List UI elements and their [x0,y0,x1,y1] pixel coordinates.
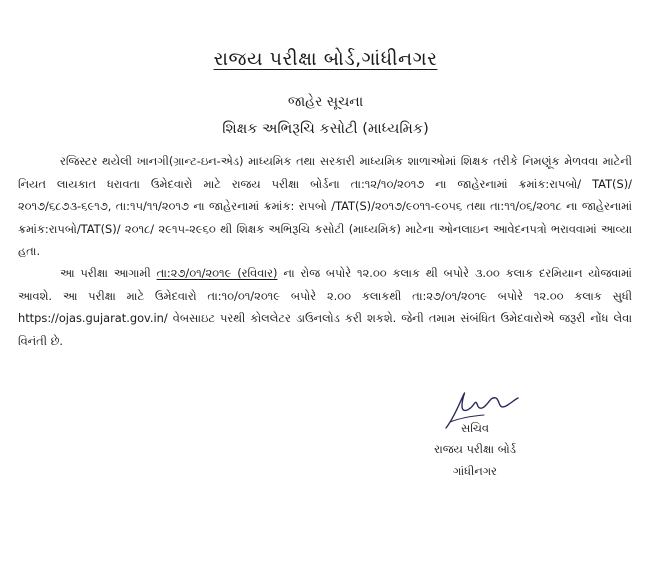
exam-date: તા:૨૭/૦૧/૨૦૧૯ (રવિવાર) [156,266,278,280]
paragraph-2-lead: આ પરીક્ષા આગામી [60,266,151,280]
notice-title [0,48,651,70]
signatory-designation: સચિવ [460,421,489,435]
signatory-office: રાજય પરીક્ષા બોર્ડ [434,442,516,456]
notice-paragraph-1 [18,150,632,263]
paragraph-2-rest: ના રોજ બપોરે ૧૨.૦૦ કલાક થી બપોરે ૩.૦૦ કલાક દરમિયાન યોજવામાં આવશે. આ પરીક્ષા માટે ઉમેદવારો તા:૧૦/૦૧/૨૦૧૯ બપોરે ૨.૦૦ કલાકથી તા:૨૭/૦૧/૨૦૧૯ બપોરે ૧૨.૦૦ કલાક સુધી https://ojas.gujarat.gov.in/ વેબસાઇટ પરથી કોલલેટર ડાઉનલોડ કરી શકશે. જેની તમામ સંબંધિત ઉમેદવારોએ જરૂરી નોંધ લેવા વિનંતી છે. [18,266,632,348]
notice-paragraph-2 [18,262,632,352]
board-name: રાજય પરીક્ષા બોર્ડ,ગાંધીનગર [213,48,438,70]
notice-subtitle: જાહેર સૂચના [287,94,364,110]
signatory-place: ગાંધીનગર [453,464,497,478]
paragraph-1-text: રજિસ્ટર થયેલી ખાનગી(ગ્રાન્ટ-ઇન-એડ) માધ્યમિક તથા સરકારી માધ્યમિક શાળાઓમાં શિક્ષક તરીકે નિમણૂંક મેળવવા માટેની નિયત લાયકાત ધરાવતા ઉમેદવારો માટે રાજય પરીક્ષા બોર્ડના તા:૧૨/૧૦/૨૦૧૭ ના જાહેરનામાં ક્રમાંક:રાપબો/ TAT(S)/૨૦૧૭/૬૮૭૩-૬૯૧૭, તા:૧૫/૧૧/૨૦૧૭ ના જાહેરનામાં ક્રમાંક: રાપબો /TAT(S)/૨૦૧૭/૯૦૧૧-૯૦૫૬ તથા તા:૧૧/૦૬/૨૦૧૮ ના જાહેરનામાં ક્રમાંક:રાપબો/TAT(S)/ ૨૦૧૮/ ૨૯૧૫-૨૯૬૦ થી શિક્ષક અભિરૂચિ કસોટી (માધ્યમિક) માટેના ઓનલાઇન આવેદનપત્રો ભરાવવામાં આવ્યા હતા. [18,154,632,259]
exam-name: શિક્ષક અભિરૂચિ કસોટી (માધ્યમિક) [222,121,429,137]
